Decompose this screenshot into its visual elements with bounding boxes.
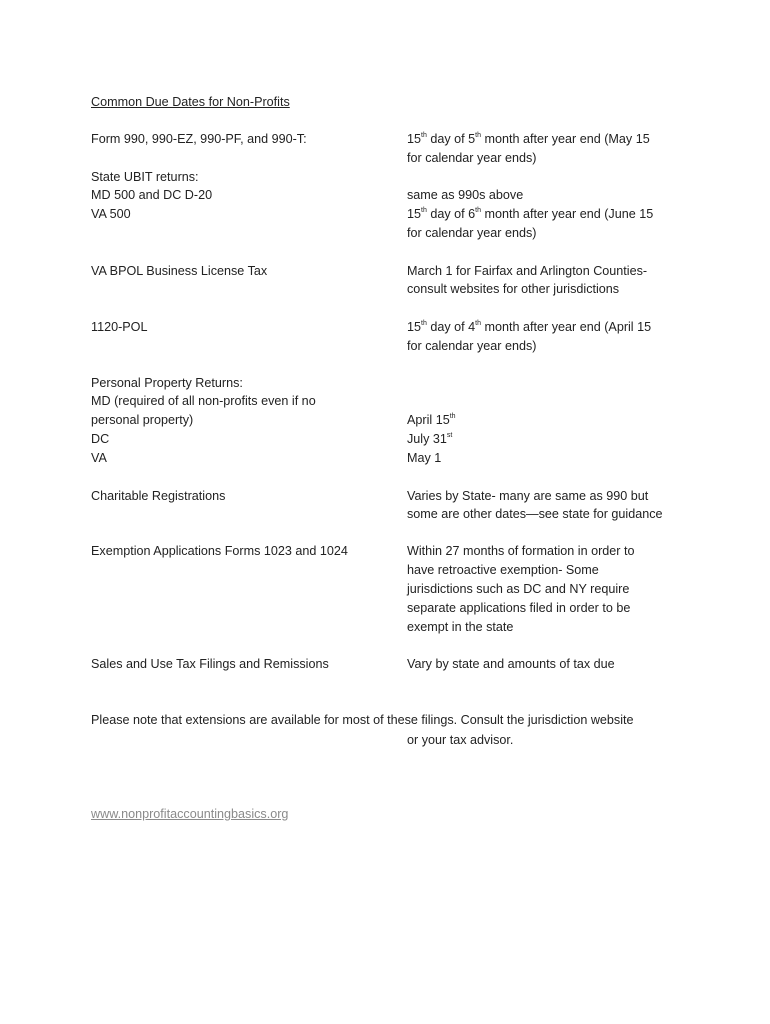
charitable-due-line1: Varies by State- many are same as 990 but <box>407 489 649 503</box>
form990-due-line2: for calendar year ends) <box>407 151 537 165</box>
pol-label: 1120-POL <box>91 320 148 334</box>
form990-due-line1: 15th day of 5th month after year end (May 15 <box>407 131 650 146</box>
pol-due-line1: 15th day of 4th month after year end (April 15 <box>407 319 652 334</box>
pp-va-due: May 1 <box>407 451 442 465</box>
pp-va-label: VA <box>91 451 107 465</box>
note-line2: or your tax advisor. <box>407 733 514 747</box>
exemption-due-line: exempt in the state <box>407 620 514 634</box>
bpol-due-line2: consult websites for other jurisdictions <box>407 282 620 296</box>
personal-property-label: Personal Property Returns: <box>91 376 243 390</box>
ubit-md-label: MD 500 and DC D-20 <box>91 188 213 202</box>
ubit-va-due-line1: 15th day of 6th month after year end (June 15 <box>407 206 654 221</box>
ubit-label: State UBIT returns: <box>91 170 199 184</box>
pp-dc-due: July 31st <box>407 431 453 446</box>
bpol-due-line1: March 1 for Fairfax and Arlington Counties- <box>407 264 648 278</box>
website-link[interactable]: www.nonprofitaccountingbasics.org <box>91 807 289 821</box>
exemption-due-line: separate applications filed in order to be <box>407 601 631 615</box>
ubit-va-due-line2: for calendar year ends) <box>407 226 537 240</box>
ubit-md-due: same as 990s above <box>407 188 524 202</box>
ubit-va-label: VA 500 <box>91 207 131 221</box>
charitable-label: Charitable Registrations <box>91 489 226 503</box>
note-line1: Please note that extensions are available for most of these filings. Consult the jurisdiction website <box>91 713 634 727</box>
pp-dc-label: DC <box>91 432 110 446</box>
pp-md-line2: personal property) <box>91 413 194 427</box>
pp-md-due: April 15th <box>407 412 456 427</box>
exemption-label: Exemption Applications Forms 1023 and 1024 <box>91 544 348 558</box>
sales-due: Vary by state and amounts of tax due <box>407 657 615 671</box>
exemption-due-line: have retroactive exemption- Some <box>407 563 599 577</box>
form990-label: Form 990, 990-EZ, 990-PF, and 990-T: <box>91 132 307 146</box>
page-title: Common Due Dates for Non-Profits <box>91 95 290 109</box>
charitable-due-line2: some are other dates—see state for guidance <box>407 507 663 521</box>
exemption-due-line: Within 27 months of formation in order to <box>407 544 635 558</box>
pol-due-line2: for calendar year ends) <box>407 339 537 353</box>
bpol-label: VA BPOL Business License Tax <box>91 264 268 278</box>
exemption-due-line: jurisdictions such as DC and NY require <box>407 582 630 596</box>
sales-label: Sales and Use Tax Filings and Remissions <box>91 657 329 671</box>
pp-md-line1: MD (required of all non-profits even if no <box>91 394 316 408</box>
